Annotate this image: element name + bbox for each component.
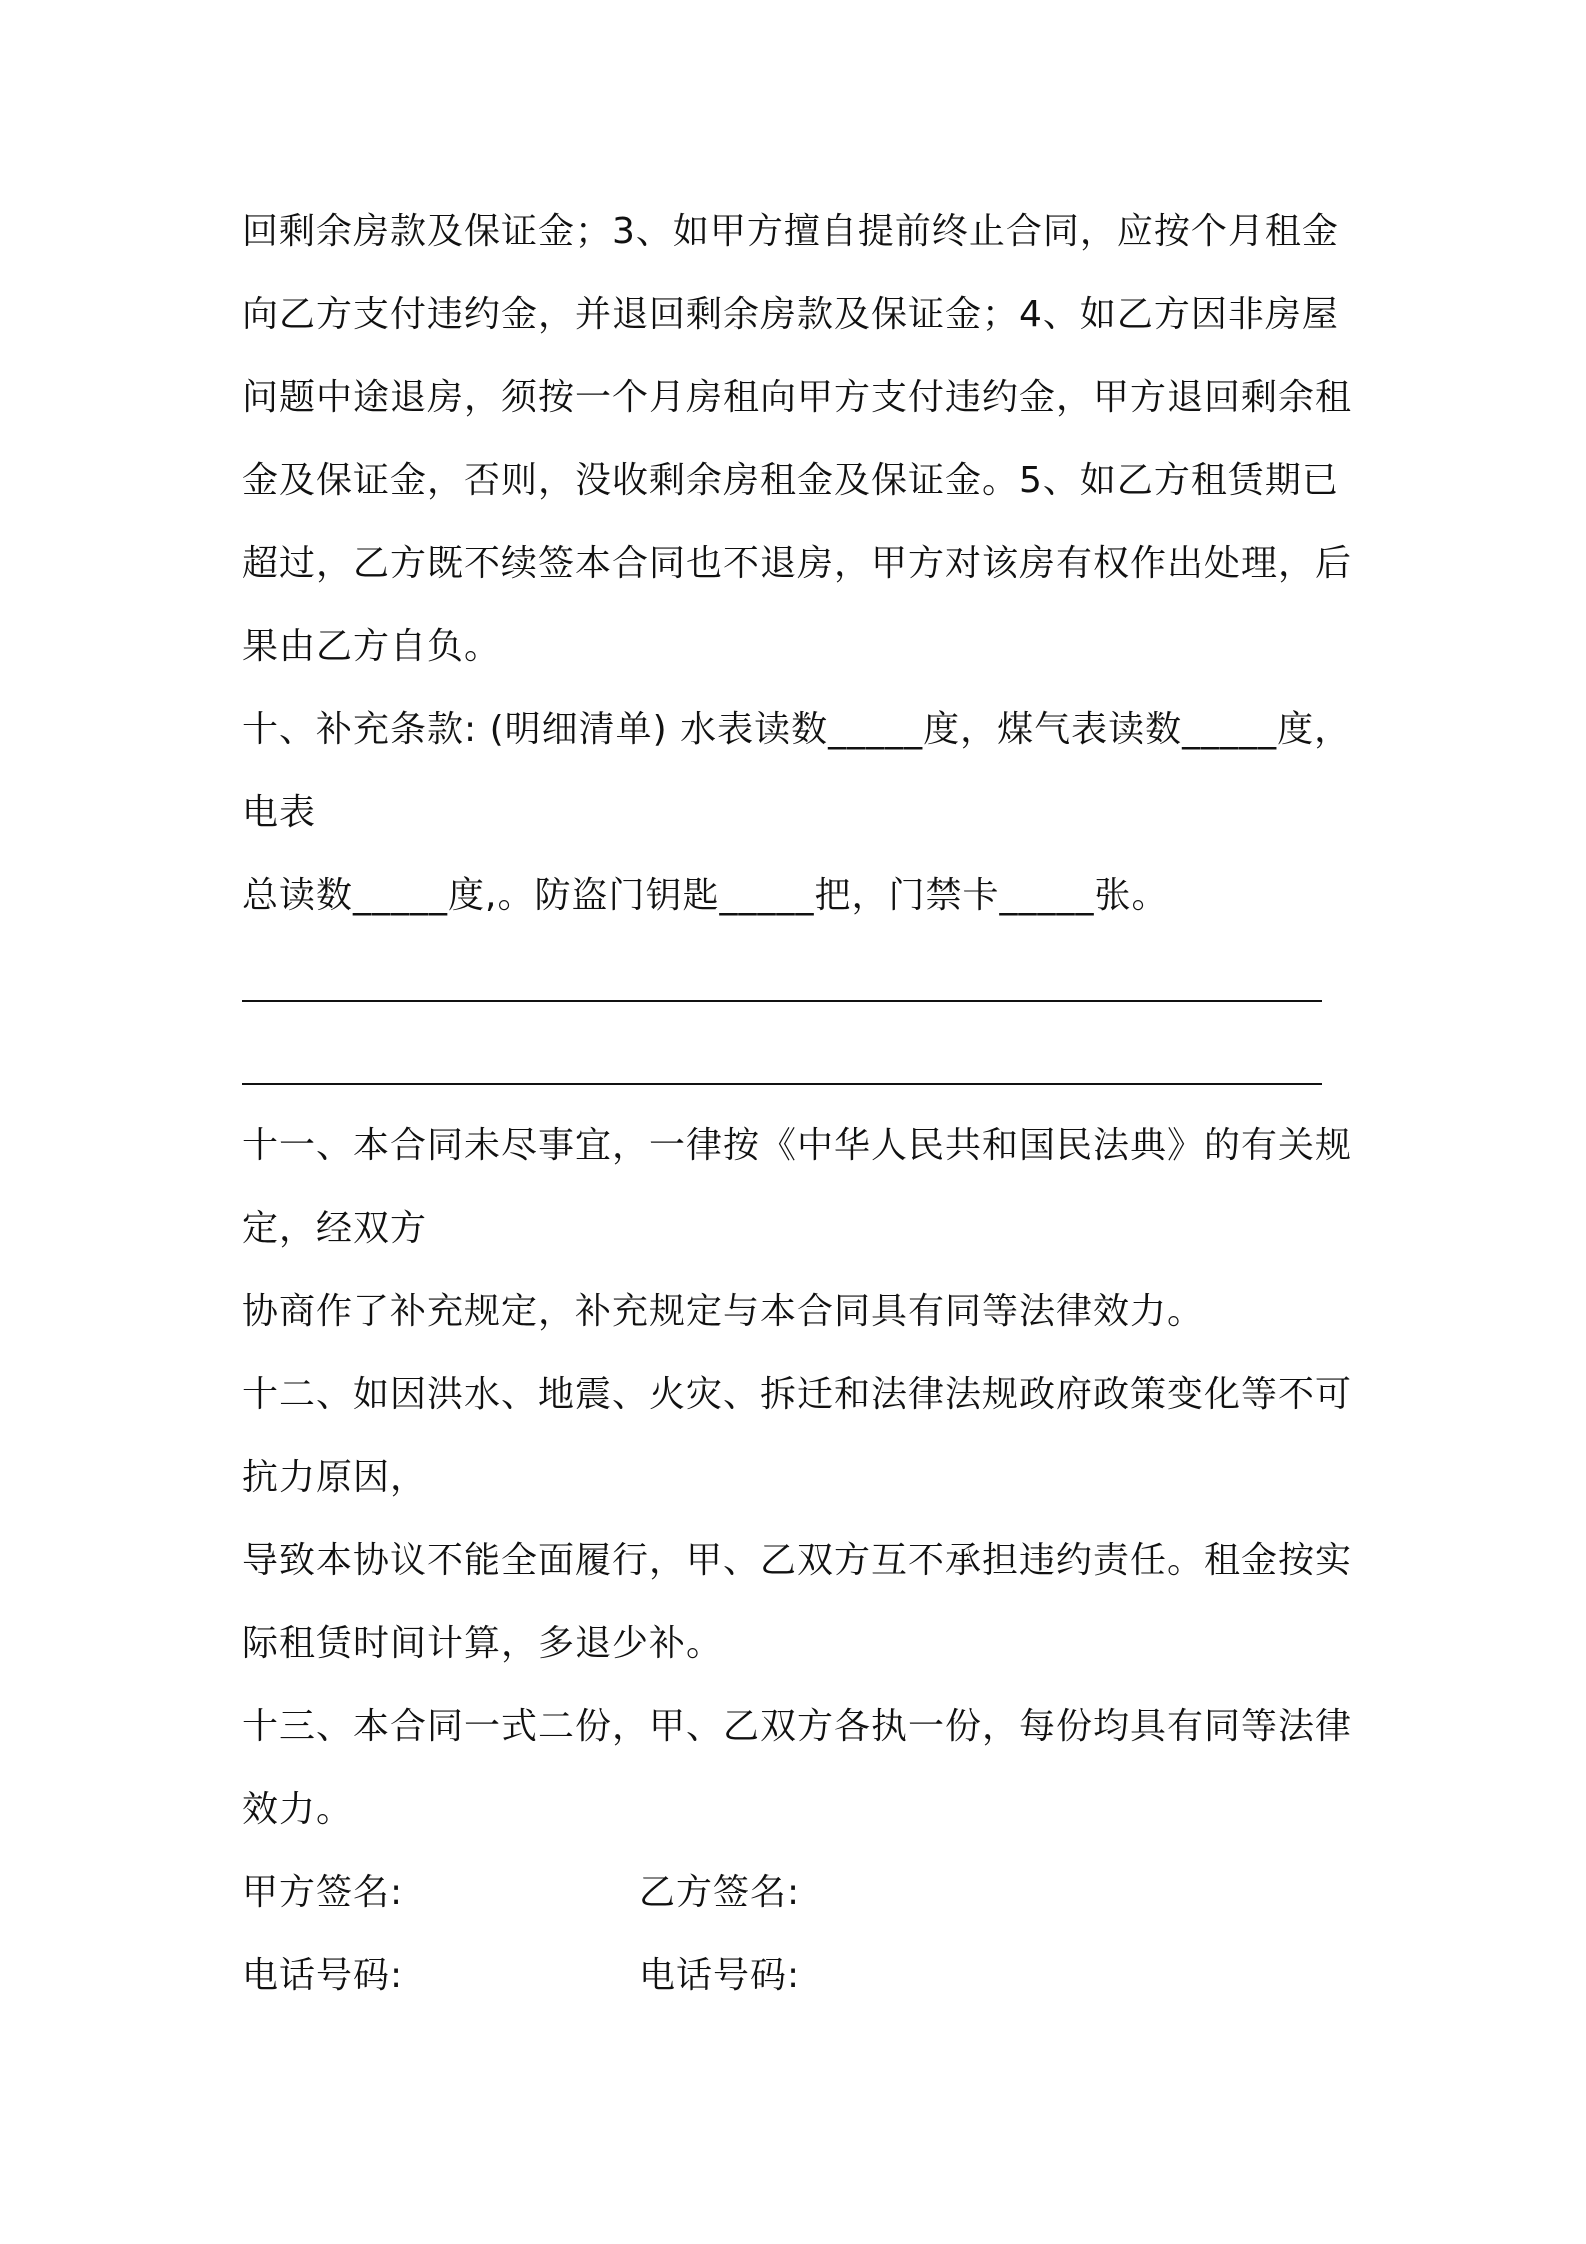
party-a-phone-label: 电话号码: xyxy=(242,1955,404,1996)
clause-nine-line-4: 金及保证金，否则，没收剩余房租金及保证金。5、如乙方租赁期已 xyxy=(242,460,1339,501)
clause-ten-line-3: 总读数_____度,。防盗门钥匙_____把，门禁卡_____张。 xyxy=(242,875,1169,916)
clause-thirteen-line-1: 十三、本合同一式二份，甲、乙双方各执一份，每份均具有同等法律 xyxy=(242,1706,1353,1747)
clause-eleven-line-3: 协商作了补充规定，补充规定与本合同具有同等法律效力。 xyxy=(242,1291,1205,1332)
clause-nine-line-2: 向乙方支付违约金，并退回剩余房款及保证金；4、如乙方因非房屋 xyxy=(242,294,1339,335)
clause-twelve-line-2: 抗力原因， xyxy=(242,1457,428,1498)
clause-nine-line-1: 回剩余房款及保证金；3、如甲方擅自提前终止合同，应按个月租金 xyxy=(242,211,1339,252)
party-b-phone-label: 电话号码: xyxy=(639,1955,801,1996)
blank-fill-line-2 xyxy=(242,1083,1322,1085)
clause-nine-line-6: 果由乙方自负。 xyxy=(242,626,502,667)
clause-twelve-line-3: 导致本协议不能全面履行，甲、乙双方互不承担违约责任。租金按实 xyxy=(242,1540,1353,1581)
clause-nine-line-5: 超过，乙方既不续签本合同也不退房，甲方对该房有权作出处理，后 xyxy=(242,543,1353,584)
clause-ten-line-2: 电表 xyxy=(242,792,317,833)
clause-twelve-line-4: 际租赁时间计算，多退少补。 xyxy=(242,1623,724,1664)
clause-twelve-line-1: 十二、如因洪水、地震、火灾、拆迁和法律法规政府政策变化等不可 xyxy=(242,1374,1353,1415)
clause-eleven-line-2: 定，经双方 xyxy=(242,1208,428,1249)
blank-fill-line-1 xyxy=(242,1000,1322,1002)
clause-ten-line-1: 十、补充条款: (明细清单) 水表读数_____度，煤气表读数_____度， xyxy=(242,709,1352,750)
party-a-signature-label: 甲方签名: xyxy=(242,1872,404,1913)
clause-thirteen-line-2: 效力。 xyxy=(242,1789,354,1830)
clause-nine-line-3: 问题中途退房，须按一个月房租向甲方支付违约金，甲方退回剩余租 xyxy=(242,377,1353,418)
party-b-signature-label: 乙方签名: xyxy=(639,1872,801,1913)
clause-eleven-line-1: 十一、本合同未尽事宜，一律按《中华人民共和国民法典》的有关规 xyxy=(242,1125,1353,1166)
